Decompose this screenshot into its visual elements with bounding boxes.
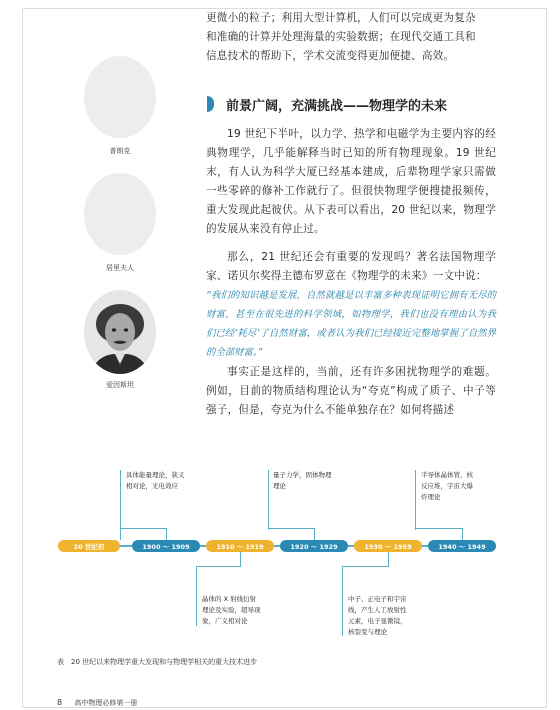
connector-1920s-v — [268, 470, 269, 530]
einstein-photo-icon — [84, 290, 156, 374]
note-1900s: 具体能量理论，狭义 相对论，光电效应 — [126, 471, 185, 490]
note-1910s: 晶体的 X 射线衍射 理论及实验，超导现 象，广义相对论 — [202, 595, 261, 625]
intro-paragraph — [206, 9, 496, 66]
connector-1920s-drop — [314, 528, 315, 540]
connector-1900s-v — [120, 470, 121, 540]
timeline-period-1900s: 1900 ～ 1909 — [132, 540, 200, 552]
connector-1940s-v — [415, 470, 416, 530]
intro-line-2: 和准确的计算并处理海量的实验数据；在现代交通工具和 — [206, 31, 476, 43]
paragraph-21st-century: 那么，21 世纪还会有重要的发现吗？著名法国物理学家、诺贝尔奖得主德布罗意在《物理学的未来》一文中说： — [206, 251, 496, 282]
einstein-portrait — [84, 290, 156, 374]
connector-1930s-drop — [388, 552, 389, 566]
section-heading — [207, 93, 447, 115]
note-1940s: 半导体晶体管，核 反应堆，宇宙大爆 炸理论 — [421, 471, 473, 501]
table-caption: 表 20 世纪以来物理学重大发现和与物理学相关的重大技术进步 — [57, 658, 258, 666]
curie-caption: 居里夫人 — [106, 264, 134, 272]
timeline-period-1940s: 1940 ～ 1949 — [428, 540, 496, 552]
de-broglie-quote: “我们的知识越是发展，自然就越是以丰富多种表现证明它拥有无尽的财富，甚至在很先进的科学领域，如物理学，我们也没有理由认为我们已经‘耗尽’了自然财富，或者认为我们已经接近完整地掌握了自然界的全部财富。” — [206, 290, 496, 358]
intro-line-1: 更微小的粒子；利用大型计算机，人们可以完成更为复杂 — [206, 12, 476, 24]
section-title: 前景广阔，充满挑战——物理学的未来 — [226, 98, 448, 114]
planck-caption: 普朗克 — [109, 147, 131, 155]
connector-1920s-h — [268, 528, 314, 529]
paragraph-quark-problem: 事实正是这样的，当前，还有许多困扰物理学的难题。例如，目前的物质结构理论认为“夸克”构成了质子、中子等强子，但是，夸克为什么不能单独存在？如何将描述 — [206, 366, 496, 416]
planck-portrait — [84, 56, 156, 138]
connector-1910s-drop — [240, 552, 241, 566]
note-1920s: 量子力学，固体物理 理论 — [273, 471, 332, 490]
paragraph-classical-physics: 19 世纪下半叶，以力学、热学和电磁学为主要内容的经典物理学，几乎能解释当时已知的所有物理现象。19 世纪末，有人认为科学大厦已经基本建成，后辈物理学家只需做一些零碎的修补工作就行了。但很快物理学便搜捷报频传，重大发现此起彼伏。从下表可以看出，20 世纪以来，物理学的发展从来没有停止过。 — [206, 128, 496, 235]
connector-1900s-h — [120, 528, 166, 529]
timeline-period-1920s: 1920 ～ 1929 — [280, 540, 348, 552]
connector-1900s-drop — [166, 528, 167, 540]
intro-line-3: 信息技术的帮助下，学术交流变得更加便捷、高效。 — [206, 50, 455, 62]
curie-portrait — [84, 173, 156, 255]
connector-1930s-v — [342, 566, 343, 636]
timeline-axis — [58, 545, 490, 547]
einstein-caption: 爱因斯坦 — [106, 381, 134, 389]
heading-marker-icon — [207, 96, 214, 112]
timeline-period-early-20c: 20 世纪初 — [58, 540, 120, 552]
timeline-period-1910s: 1910 ～ 1919 — [206, 540, 274, 552]
page-number: 8 — [57, 698, 63, 707]
connector-1930s-h — [342, 566, 389, 567]
note-1930s: 中子、正电子和宇宙 线，产生人工放射性 元素，电子显微镜， 核裂变与理论 — [348, 595, 407, 636]
connector-1910s-v — [196, 566, 197, 626]
timeline-period-1930s: 1930 ～ 1959 — [354, 540, 422, 552]
book-title: 高中物理必修第一册 — [74, 699, 138, 707]
connector-1940s-drop — [462, 528, 463, 540]
page-footer — [57, 698, 137, 708]
connector-1940s-h — [415, 528, 462, 529]
connector-1910s-h — [196, 566, 241, 567]
